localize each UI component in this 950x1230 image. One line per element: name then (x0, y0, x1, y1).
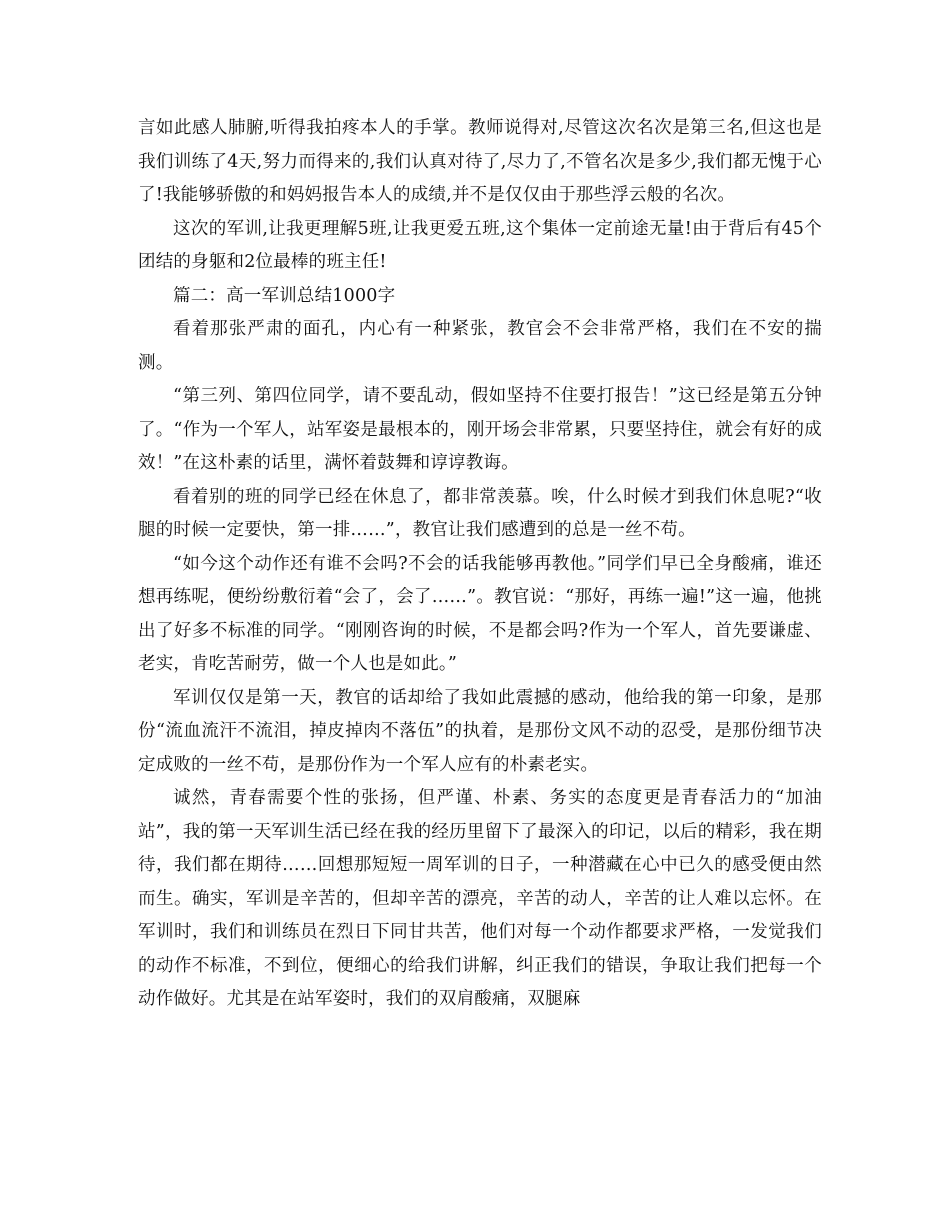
paragraph-other-classes: 看着别的班的同学已经在休息了，都非常羡慕。唉，什么时候才到我们休息呢?“收腿的时候一定要快，第一排……”，教官让我们感遭到的总是一丝不苟。 (138, 486, 822, 540)
paragraph-practice-again: “如今这个动作还有谁不会吗?不会的话我能够再教他。”同学们早已全身酸痛，谁还想再练呢，便纷纷敷衍着“会了，会了……”。教官说：“那好，再练一遍!”这一遍，他挑出了好多不标准的同学。“刚刚咨询的时候，不是都会吗?作为一个军人，首先要谦虚、老实，肯吃苦耐劳，做一个人也是如此。” (138, 553, 822, 674)
section-heading: 篇二：高一军训总结1000字 (173, 285, 396, 306)
paragraph-first-day: 军训仅仅是第一天，教官的话却给了我如此震撼的感动，他给我的第一印象，是那份“流血流汗不流泪，掉皮掉肉不落伍”的执着，是那份文风不动的忍受，是那份细节决定成败的一丝不苟，是那份作为一个军人应有的朴素老实。 (138, 687, 822, 775)
paragraph-standing-posture: “第三列、第四位同学，请不要乱动，假如坚持不住要打报告！”这已经是第五分钟了。“作为一个军人，站军姿是最根本的，刚开场会非常累，只要坚持住，就会有好的成效！”在这朴素的话里，满怀着鼓舞和谆谆教诲。 (138, 386, 822, 473)
paragraph-first-impression: 看着那张严肃的面孔，内心有一种紧张，教官会不会非常严格，我们在不安的揣测。 (138, 319, 822, 373)
paragraph-youth-reflection: 诚然，青春需要个性的张扬，但严谨、朴素、务实的态度更是青春活力的“加油站”，我的第一天军训生活已经在我的经历里留下了最深入的印记，以后的精彩，我在期待，我们都在期待……回想那短短一周军训的日子，一种潜藏在心中已久的感受便由然而生。确实，军训是辛苦的，但却辛苦的漂亮，辛苦的动人，辛苦的让人难以忘怀。在军训时，我们和训练员在烈日下同甘共苦，他们对每一个动作都要求严格，一发觉我们的动作不标准，不到位，便细心的给我们讲解，纠正我们的错误，争取让我们把每一个动作做好。尤其是在站军姿时，我们的双肩酸痛，双腿麻 (138, 788, 822, 1009)
paragraph-continuation: 言如此感人肺腑,听得我拍疼本人的手掌。教师说得对,尽管这次名次是第三名,但这也是我们训练了4天,努力而得来的,我们认真对待了,尽力了,不管名次是多少,我们都无愧于心了!我能够骄傲的和妈妈报告本人的成绩,并不是仅仅由于那些浮云般的名次。 (138, 118, 822, 205)
paragraph-class-five: 这次的军训,让我更理解5班,让我更爱五班,这个集体一定前途无量!由于背后有45个团结的身躯和2位最棒的班主任! (138, 218, 822, 272)
